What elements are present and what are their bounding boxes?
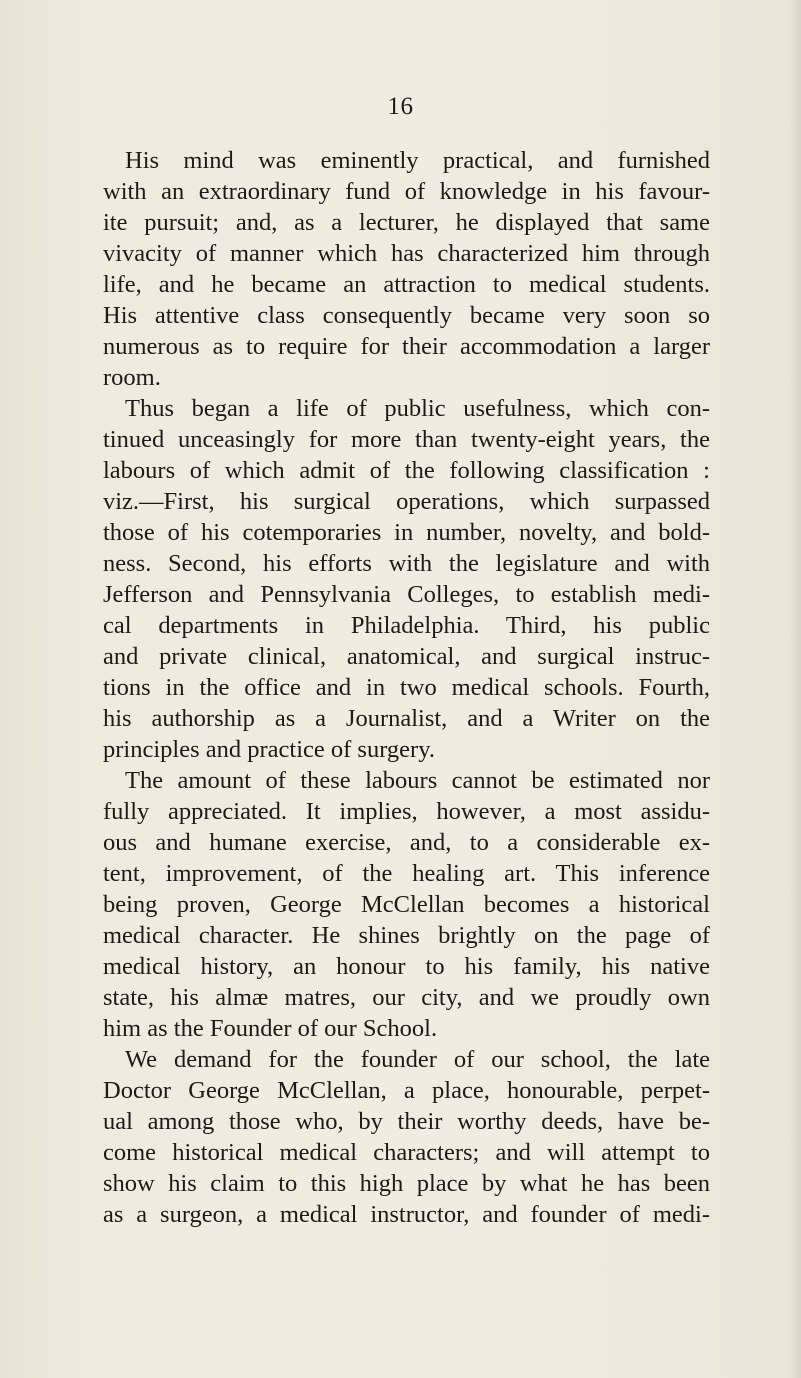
text-line: with an extraordinary fund of knowledge in his favour- (103, 178, 710, 205)
text-line: medical history, an honour to his family, his native (103, 953, 710, 980)
text-line: tinued unceasingly for more than twenty-eight years, the (103, 426, 710, 453)
text-line: medical character. He shines brightly on the page of (103, 922, 710, 949)
text-line: viz.—First, his surgical operations, which surpassed (103, 488, 710, 515)
text-line: him as the Founder of our School. (103, 1015, 438, 1042)
text-line: show his claim to this high place by what he has been (103, 1170, 710, 1197)
text-line: and private clinical, anatomical, and surgical instruc- (103, 643, 710, 670)
text-line: labours of which admit of the following classification : (103, 457, 710, 484)
text-line: vivacity of manner which has characterized him through (103, 240, 710, 267)
text-line: Jefferson and Pennsylvania Colleges, to establish medi- (103, 581, 710, 608)
paragraph-2 (103, 393, 710, 765)
text-line: tions in the office and in two medical schools. Fourth, (103, 674, 710, 701)
text-line: being proven, George McClellan becomes a historical (103, 891, 710, 918)
text-line: numerous as to require for their accommodation a larger (103, 333, 710, 360)
text-line: The amount of these labours cannot be estimated nor (125, 767, 710, 794)
text-line: room. (103, 364, 161, 391)
text-line: as a surgeon, a medical instructor, and founder of medi- (103, 1201, 710, 1228)
text-line: ness. Second, his efforts with the legislature and with (103, 550, 710, 577)
page-number: 16 (387, 93, 414, 120)
text-line: his authorship as a Journalist, and a Writer on the (103, 705, 710, 732)
text-line: those of his cotemporaries in number, novelty, and bold- (103, 519, 710, 546)
paragraph-4 (103, 1044, 710, 1230)
text-line: His attentive class consequently became very soon so (103, 302, 710, 329)
text-line: ous and humane exercise, and, to a considerable ex- (103, 829, 710, 856)
text-line: Doctor George McClellan, a place, honourable, perpet- (103, 1077, 710, 1104)
text-line: We demand for the founder of our school, the late (125, 1046, 710, 1073)
text-line: tent, improvement, of the healing art. This inference (103, 860, 710, 887)
text-line: His mind was eminently practical, and furnished (125, 147, 710, 174)
text-line: cal departments in Philadelphia. Third, his public (103, 612, 710, 639)
text-line: fully appreciated. It implies, however, a most assidu- (103, 798, 710, 825)
text-line: ual among those who, by their worthy deeds, have be- (103, 1108, 710, 1135)
body-text (103, 145, 710, 1230)
text-line: come historical medical characters; and will attempt to (103, 1139, 710, 1166)
text-line: life, and he became an attraction to medical students. (103, 271, 710, 298)
text-line: principles and practice of surgery. (103, 736, 435, 763)
text-line: Thus began a life of public usefulness, which con- (125, 395, 710, 422)
paragraph-1 (103, 145, 710, 393)
text-line: ite pursuit; and, as a lecturer, he displayed that same (103, 209, 710, 236)
page-edge-shadow (789, 0, 801, 1378)
paragraph-3 (103, 765, 710, 1044)
text-line: state, his almæ matres, our city, and we proudly own (103, 984, 710, 1011)
